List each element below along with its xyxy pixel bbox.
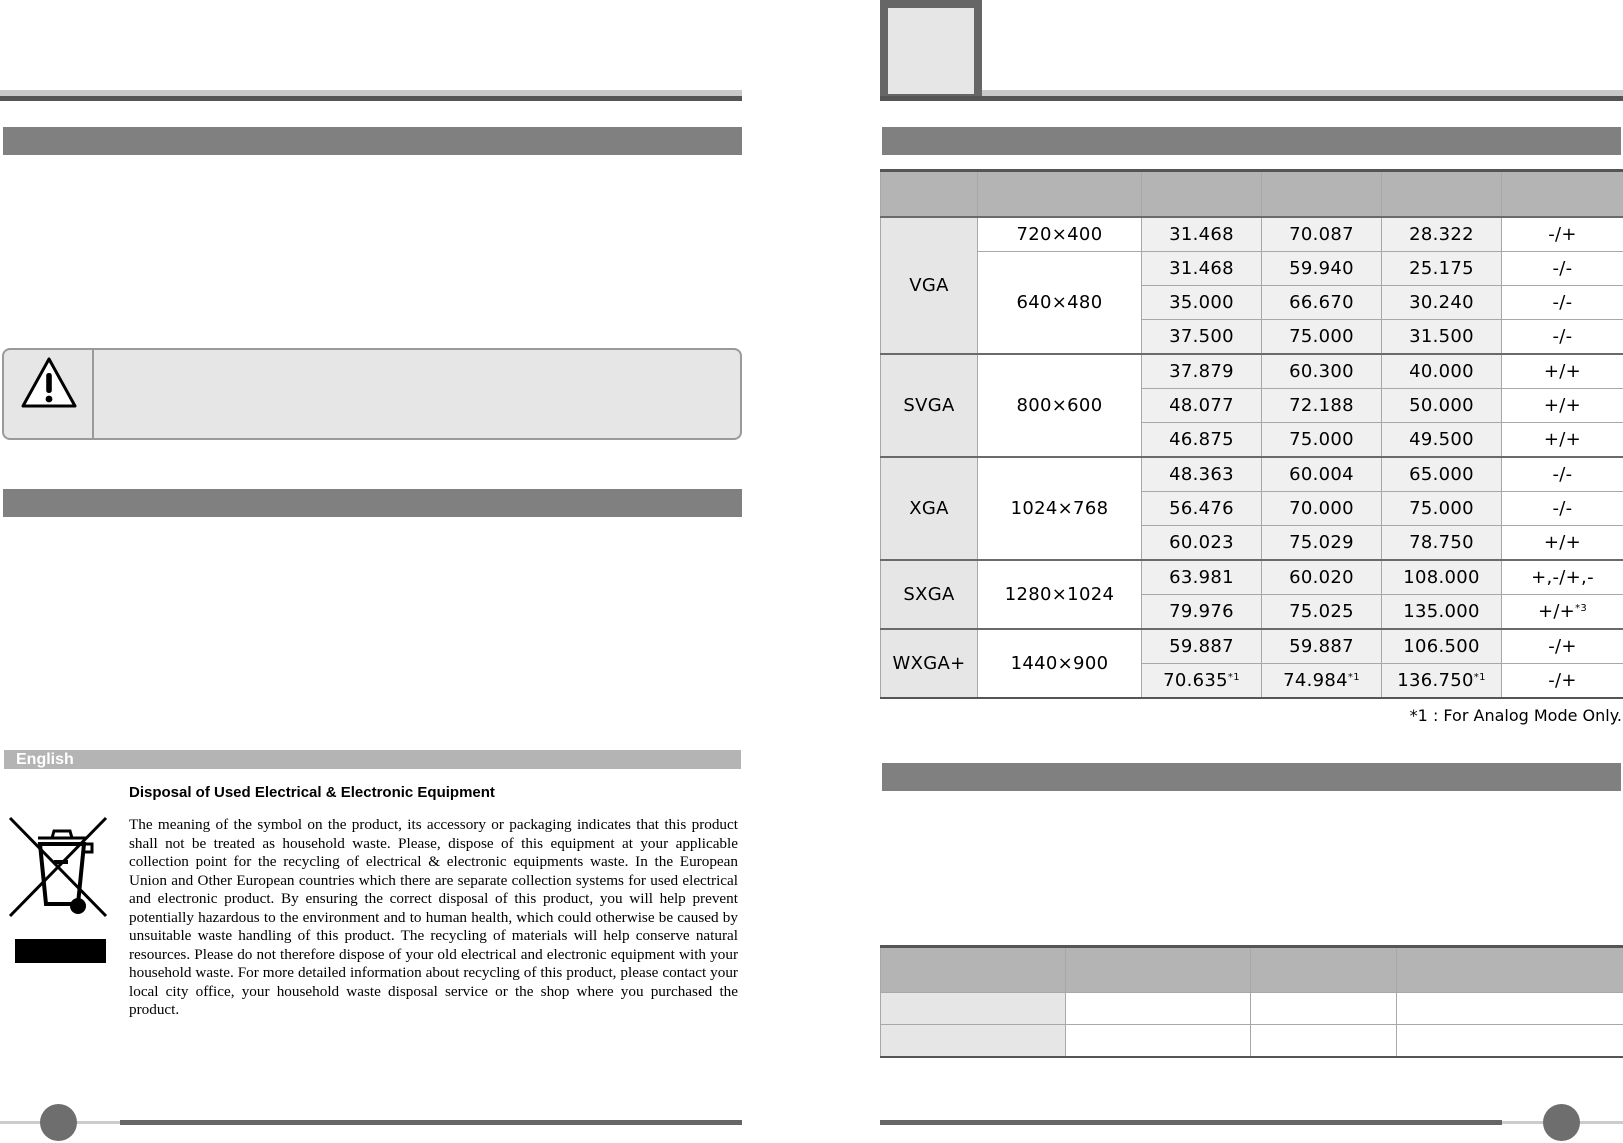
polarity-cell: -/- [1502,320,1623,355]
v-freq-cell: 72.188 [1262,389,1382,423]
h-freq-cell: 48.363 [1142,457,1262,492]
v-freq-cell: 60.004 [1262,457,1382,492]
resolution-cell: 640×480 [978,252,1142,355]
pixel-clock-cell [1382,664,1502,699]
mode-cell: SVGA [881,354,978,457]
page-number-circle-right [1543,1104,1580,1141]
header-cell [978,171,1142,218]
v-freq-cell: 75.025 [1262,595,1382,630]
h-freq-cell: 79.976 [1142,595,1262,630]
pixel-clock-cell: 78.750 [1382,526,1502,561]
polarity-cell: -/+ [1502,664,1623,699]
h-freq-cell: 63.981 [1142,560,1262,595]
header-rule-dark [0,96,742,101]
table-row [881,252,1623,286]
header-cell [881,947,1066,993]
pixel-clock-cell: 40.000 [1382,354,1502,389]
pixel-clock-cell: 49.500 [1382,423,1502,458]
table-row [881,993,1623,1025]
v-freq-cell: 59.887 [1262,629,1382,664]
v-freq-cell: 70.087 [1262,217,1382,252]
polarity-cell: +/+ [1502,423,1623,458]
table-row [881,1025,1623,1058]
polarity-cell: +/+ [1502,526,1623,561]
language-label: English [16,751,74,768]
h-freq-cell: 35.000 [1142,286,1262,320]
polarity-cell: +,-/+,- [1502,560,1623,595]
h-freq-cell: 60.023 [1142,526,1262,561]
table-cell [1251,993,1397,1025]
table-cell [1066,993,1251,1025]
h-freq-cell: 59.887 [1142,629,1262,664]
footnote-marker: *1 [1227,672,1240,683]
disposal-title: Disposal of Used Electrical & Electronic Equipment [129,784,495,801]
mode-cell: XGA [881,457,978,560]
polarity-cell: +/+ [1502,354,1623,389]
bin-date-bar [15,939,106,963]
table-cell [1066,1025,1251,1058]
page-number-circle [40,1104,77,1141]
polarity-cell: -/+ [1502,217,1623,252]
polarity-cell: -/- [1502,457,1623,492]
footer-rule-thick [120,1120,742,1125]
footnote-marker: *1 [1473,672,1486,683]
h-freq-cell [1142,664,1262,699]
pixel-clock-cell: 106.500 [1382,629,1502,664]
row-label-cell [881,993,1066,1025]
table-row [881,560,1623,595]
chapter-tab-inner [888,8,974,94]
header-cell [1382,171,1502,218]
header-rule-dark-right [880,96,1623,101]
polarity-cell: -/- [1502,252,1623,286]
header-cell [1502,171,1623,218]
caution-divider [92,350,94,438]
footnote-marker: *3 [1575,603,1588,614]
v-freq-value: 74.984 [1283,670,1348,691]
mode-cell: SXGA [881,560,978,629]
polarity-cell [1502,595,1623,630]
polarity-value: +/+ [1537,601,1576,622]
crossed-out-wheelie-bin-icon [8,814,110,926]
h-freq-cell: 37.879 [1142,354,1262,389]
pixel-clock-cell: 135.000 [1382,595,1502,630]
table-row [881,217,1623,252]
v-freq-cell: 60.020 [1262,560,1382,595]
h-freq-cell: 31.468 [1142,252,1262,286]
pixel-clock-cell: 65.000 [1382,457,1502,492]
power-header-row [881,947,1623,993]
header-cell [1066,947,1251,993]
pixel-clock-value: 136.750 [1397,670,1474,691]
v-freq-cell: 70.000 [1262,492,1382,526]
power-table [880,945,1623,1058]
pixel-clock-cell: 30.240 [1382,286,1502,320]
resolution-cell: 720×400 [978,217,1142,252]
section-heading-bar-2 [3,489,742,517]
h-freq-cell: 48.077 [1142,389,1262,423]
pixel-clock-cell: 108.000 [1382,560,1502,595]
resolution-cell: 1024×768 [978,457,1142,560]
caution-box [2,348,742,440]
disposal-body: The meaning of the symbol on the product, its accessory or packaging indicates that this product shall not be treated as household waste. Please, dispose of this equipment at your applicable collection point for the recycling of electrical & electronic equipments waste. In the European Union and Other European countries which there are separate collection systems for used electrical and electronic product. By ensuring the correct disposal of this product, you will help prevent potentially hazardous to the environment and to human health, which could otherwise be caused by unsuitable waste handling of this product. The recycling of materials will help conserve natural resources. Please do not therefore dispose of your old electrical and electronic equipment with your household waste. For more detailed information about recycling of this product, please contact your local city office, your household waste disposal service or the shop where you purchased the product. [129,816,738,1018]
header-cell [1397,947,1623,993]
section-heading-bar-1 [3,127,742,155]
v-freq-cell: 59.940 [1262,252,1382,286]
resolution-cell: 800×600 [978,354,1142,457]
pixel-clock-cell: 25.175 [1382,252,1502,286]
v-freq-cell: 75.000 [1262,320,1382,355]
table-row [881,629,1623,664]
table-row [881,354,1623,389]
timing-footnote: *1 : For Analog Mode Only. [1409,706,1622,725]
polarity-cell: -/- [1502,286,1623,320]
timing-header-row [881,171,1623,218]
timing-table [880,169,1623,699]
v-freq-cell: 75.000 [1262,423,1382,458]
table-cell [1397,1025,1623,1058]
v-freq-cell: 75.029 [1262,526,1382,561]
mode-cell: WXGA+ [881,629,978,698]
polarity-cell: +/+ [1502,389,1623,423]
polarity-cell: -/- [1502,492,1623,526]
h-freq-cell: 37.500 [1142,320,1262,355]
v-freq-cell: 60.300 [1262,354,1382,389]
section-heading-bar-4 [882,763,1621,791]
pixel-clock-cell: 75.000 [1382,492,1502,526]
footnote-marker: *1 [1347,672,1360,683]
table-cell [1251,1025,1397,1058]
v-freq-cell: 66.670 [1262,286,1382,320]
language-bar [4,750,741,769]
header-cell [1251,947,1397,993]
table-row [881,457,1623,492]
section-heading-bar-3 [882,127,1621,155]
pixel-clock-cell: 28.322 [1382,217,1502,252]
v-freq-cell [1262,664,1382,699]
pixel-clock-cell: 31.500 [1382,320,1502,355]
header-cell [881,171,978,218]
polarity-cell: -/+ [1502,629,1623,664]
header-cell [1142,171,1262,218]
resolution-cell: 1280×1024 [978,560,1142,629]
header-cell [1262,171,1382,218]
h-freq-cell: 56.476 [1142,492,1262,526]
footer-rule-thick-right [880,1120,1502,1125]
h-freq-cell: 46.875 [1142,423,1262,458]
resolution-cell: 1440×900 [978,629,1142,698]
row-label-cell [881,1025,1066,1058]
table-cell [1397,993,1623,1025]
pixel-clock-cell: 50.000 [1382,389,1502,423]
mode-cell: VGA [881,217,978,354]
warning-triangle-icon [20,356,78,410]
h-freq-cell: 31.468 [1142,217,1262,252]
h-freq-value: 70.635 [1163,670,1228,691]
